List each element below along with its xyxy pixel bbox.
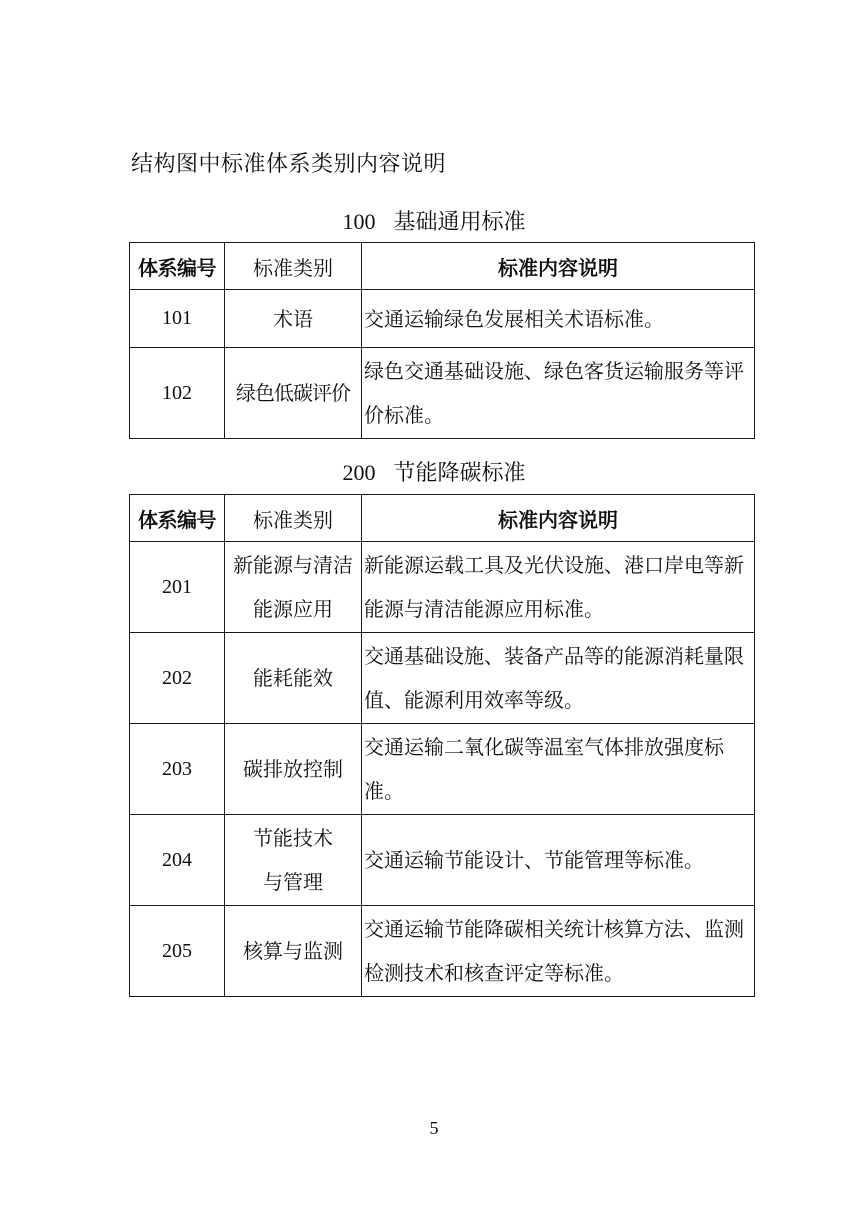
standards-table-100 xyxy=(129,242,755,439)
table-row xyxy=(130,290,755,348)
row-code: 201 xyxy=(130,542,225,633)
row-description: 交通运输二氧化碳等温室气体排放强度标准。 xyxy=(362,724,755,815)
row-category: 核算与监测 xyxy=(225,906,362,997)
row-code: 101 xyxy=(130,290,225,348)
table-row xyxy=(130,906,755,997)
row-code: 204 xyxy=(130,815,225,906)
header-code: 体系编号 xyxy=(130,243,225,290)
row-description: 交通运输节能降碳相关统计核算方法、监测检测技术和核查评定等标准。 xyxy=(362,906,755,997)
header-description: 标准内容说明 xyxy=(362,243,755,290)
page-number: 5 xyxy=(429,1118,439,1138)
row-code: 205 xyxy=(130,906,225,997)
table-row xyxy=(130,815,755,906)
header-code: 体系编号 xyxy=(130,495,225,542)
row-description: 交通基础设施、装备产品等的能源消耗量限值、能源利用效率等级。 xyxy=(362,633,755,724)
table-header-row xyxy=(130,243,755,290)
row-description: 交通运输节能设计、节能管理等标准。 xyxy=(362,815,755,906)
section-code: 200 xyxy=(342,460,376,485)
table-row xyxy=(130,724,755,815)
row-description: 绿色交通基础设施、绿色客货运输服务等评价标准。 xyxy=(362,348,755,439)
section-name: 节能降碳标准 xyxy=(393,461,526,486)
row-category: 术语 xyxy=(225,290,362,348)
section-title-200 xyxy=(0,456,868,487)
row-category: 碳排放控制 xyxy=(225,724,362,815)
row-code: 203 xyxy=(130,724,225,815)
table-row xyxy=(130,633,755,724)
table-row xyxy=(130,542,755,633)
row-code: 202 xyxy=(130,633,225,724)
header-category: 标准类别 xyxy=(225,495,362,542)
section-title-100 xyxy=(0,205,868,236)
row-category: 节能技术与管理 xyxy=(225,815,362,906)
row-description: 交通运输绿色发展相关术语标准。 xyxy=(362,290,755,348)
standards-table-200 xyxy=(129,494,755,997)
intro-heading: 结构图中标准体系类别内容说明 xyxy=(131,152,447,177)
table-header-row xyxy=(130,495,755,542)
row-description: 新能源运载工具及光伏设施、港口岸电等新能源与清洁能源应用标准。 xyxy=(362,542,755,633)
section-name: 基础通用标准 xyxy=(393,210,526,235)
header-category: 标准类别 xyxy=(225,243,362,290)
row-category: 能耗能效 xyxy=(225,633,362,724)
row-category: 新能源与清洁能源应用 xyxy=(225,542,362,633)
row-code: 102 xyxy=(130,348,225,439)
section-code: 100 xyxy=(342,209,376,234)
table-row xyxy=(130,348,755,439)
row-category: 绿色低碳评价 xyxy=(225,348,362,439)
header-description: 标准内容说明 xyxy=(362,495,755,542)
